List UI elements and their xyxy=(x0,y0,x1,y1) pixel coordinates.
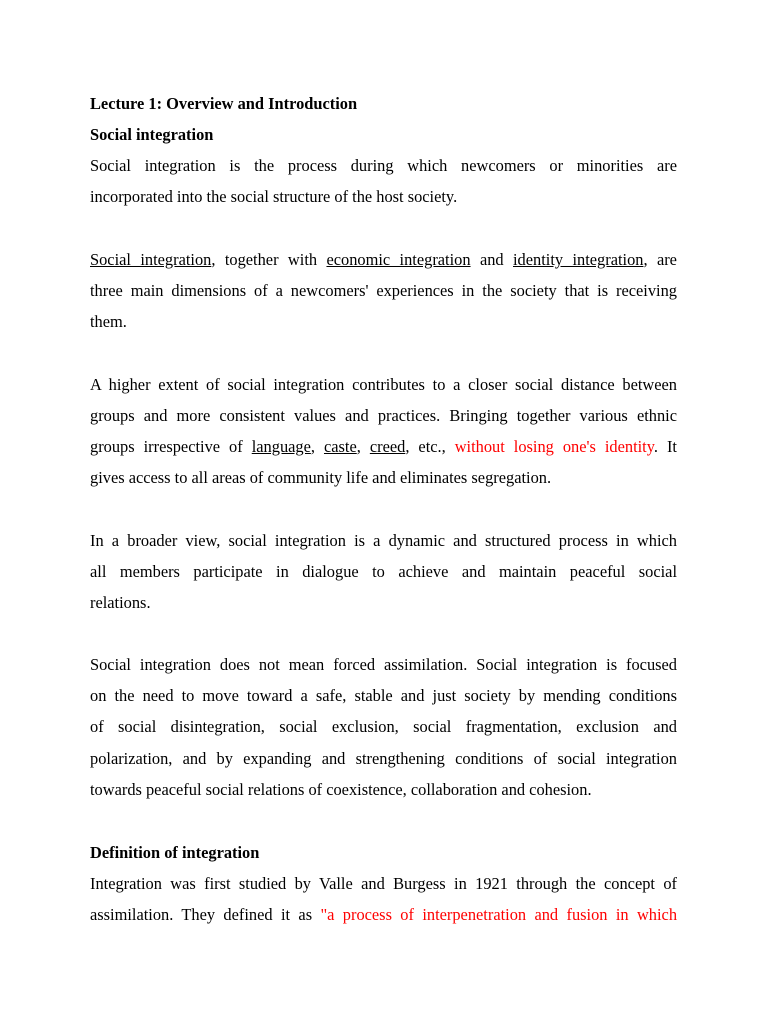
paragraph-5-line-4: polarization, and by expanding and strengthening conditions of social integration xyxy=(90,749,677,768)
paragraph-3-line-3 xyxy=(90,437,677,457)
text-fragment: , are xyxy=(643,250,677,269)
text-fragment: assimilation. They defined it as xyxy=(90,905,321,924)
paragraph-6-line-1: Integration was first studied by Valle and Burgess in 1921 through the concept of xyxy=(90,874,677,893)
paragraph-5-line-3: of social disintegration, social exclusion, social fragmentation, exclusion and xyxy=(90,717,677,736)
text-fragment: groups irrespective of xyxy=(90,437,252,456)
paragraph-4-line-1: In a broader view, social integration is a dynamic and structured process in which xyxy=(90,531,677,550)
text-fragment: , etc., xyxy=(405,437,455,456)
paragraph-2-line-3: them. xyxy=(90,312,127,331)
text-fragment: . It xyxy=(653,437,677,456)
paragraph-3-line-4: gives access to all areas of community life and eliminates segregation. xyxy=(90,468,552,487)
paragraph-5-line-2: on the need to move toward a safe, stable and just society by mending conditions xyxy=(90,686,677,705)
text-fragment: , together with xyxy=(211,250,327,269)
text-fragment: , xyxy=(356,437,370,456)
text-fragment: and xyxy=(470,250,513,269)
paragraph-5-line-1: Social integration does not mean forced assimilation. Social integration is focused xyxy=(90,655,677,674)
paragraph-2-line-1 xyxy=(90,250,677,270)
term-identity-integration: identity integration xyxy=(513,250,644,269)
heading-definition: Definition of integration xyxy=(90,843,260,862)
paragraph-2-line-2: three main dimensions of a newcomers' experiences in the society that is receiving xyxy=(90,281,677,300)
term-language: language xyxy=(251,437,311,456)
lecture-title: Lecture 1: Overview and Introduction xyxy=(90,94,358,113)
paragraph-3-line-2: groups and more consistent values and practices. Bringing together various ethnic xyxy=(90,406,677,425)
term-caste: caste xyxy=(323,437,357,456)
paragraph-6-line-2 xyxy=(90,905,677,925)
highlight-identity: without losing one's identity xyxy=(454,437,654,456)
term-social-integration: Social integration xyxy=(90,250,212,269)
paragraph-5-line-5: towards peaceful social relations of coexistence, collaboration and cohesion. xyxy=(90,780,592,799)
term-economic-integration: economic integration xyxy=(326,250,471,269)
paragraph-4-line-3: relations. xyxy=(90,593,151,612)
highlight-definition-quote: "a process of interpenetration and fusion in which xyxy=(320,905,678,924)
heading-social-integration: Social integration xyxy=(90,125,214,144)
paragraph-1-line-1: Social integration is the process during which newcomers or minorities are xyxy=(90,156,677,175)
text-fragment: , xyxy=(310,437,324,456)
paragraph-1-line-2: incorporated into the social structure of the host society. xyxy=(90,187,458,206)
term-creed: creed xyxy=(369,437,406,456)
paragraph-3-line-1: A higher extent of social integration contributes to a closer social distance between xyxy=(90,375,677,394)
paragraph-4-line-2: all members participate in dialogue to achieve and maintain peaceful social xyxy=(90,562,677,581)
